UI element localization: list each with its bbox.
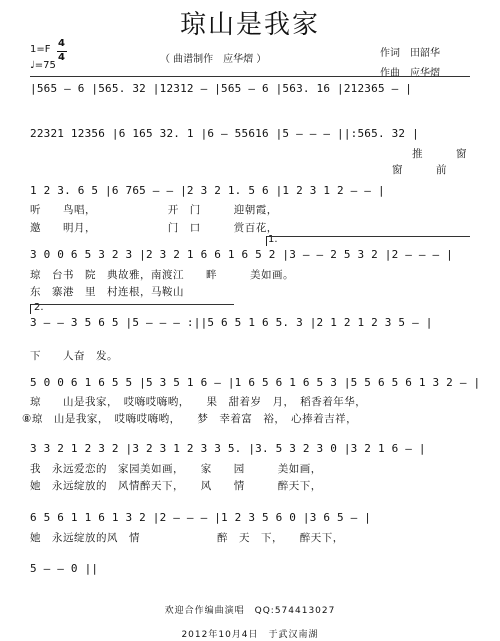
notation-row-9: 5 – – 0 || [30,562,99,575]
lyricist-credit: 作词 田韶华 [380,48,440,59]
volta-2-bracket [30,304,234,305]
lyric-row-3-a: 听 鸟唱， 开 门 迎朝霞， [30,204,278,216]
notation-row-2: 22321 12356 |6 165 32. 1 |6 – 55616 |5 – – – ||:565. 32 | [30,127,419,140]
notation-row-5: 3 – – 3 5 6 5 |5 – – – :||5 6 5 1 6 5. 3 |2 1 2 1 2 3 5 – | [30,316,433,329]
lyric-row-3-b: 邀 明月， 门 口 赏百花， [30,222,278,234]
lyric-row-7-b: 她 永远绽放的 风情醉天下， 风 情 醉天下， [30,480,322,492]
lyric-row-6-a: 琼 山是我家， 哎嗨哎嗨哟， 果 甜着岁 月， 稻香着年华， [30,396,367,408]
lyric-row-7-a: 我 永远爱恋的 家园美如画， 家 园 美如画， [30,463,322,475]
score-credit: （ 曲谱制作 应华熠 ） [160,54,267,65]
lyric-row-8: 她 永远绽放的风 情 醉 天 下， 醉天下， [30,532,344,544]
volta-2-bracket-left [30,304,31,314]
volta-1-label: 1. [268,234,278,245]
notation-row-1: |565 – 6 |565. 32 |12312 – |565 – 6 |563. 16 |212365 – | [30,82,413,95]
lyric-row-4-b: 东 寨港 里 村连根，马鞍山 [30,286,184,298]
volta-1-bracket-left [266,236,267,246]
time-signature-bottom: 4 [58,52,65,63]
footer-date: 2012年10月4日 于武汉南湖 [181,630,319,640]
lyric-row-2-a: 推 窗 [412,148,467,160]
lyric-row-6-b: ⑧琼 山是我家， 哎嗨哎嗨哟， 梦 幸着富 裕， 心捧着吉祥， [22,413,358,425]
lyric-row-4-a: 琼 台书 院 典故雅，南渡江 畔 美如画。 [30,269,294,281]
key-signature: 1=F [30,44,51,55]
notation-row-6: 5 0 0 6 1 6 5 5 |5 3 5 1 6 – |1 6 5 6 1 6 5 3 |5 5 6 5 6 1 3 2 – | [30,376,481,389]
notation-row-7: 3 3 2 1 2 3 2 |3 2 3 1 2 3 3 5. |3. 5 3 2 3 0 |3 2 1 6 – | [30,442,426,455]
composer-credit: 作曲 应华熠 [380,68,440,79]
notation-row-8: 6 5 6 1 1 6 1 3 2 |2 – – – |1 2 3 5 6 0 |3 6 5 – | [30,511,372,524]
lyric-row-2-b: 窗 前 [392,164,447,176]
footer-contact: 欢迎合作编曲演唱 QQ:574413027 [164,606,336,616]
notation-row-3: 1 2 3. 6 5 |6 765 – – |2 3 2 1. 5 6 |1 2 3 1 2 – – | [30,184,385,197]
lyric-row-5: 下 人奋 发。 [30,350,118,362]
song-title: 琼山是我家 [179,10,320,40]
tempo-mark: ♩=75 [30,60,56,71]
time-signature-top: 4 [58,38,65,49]
volta-2-label: 2. [34,302,44,313]
staff-underline [30,76,470,77]
notation-row-4: 3 0 0 6 5 3 2 3 |2 3 2 1 6 6 1 6 5 2 |3 – – 2 5 3 2 |2 – – – | [30,248,453,261]
volta-1-bracket [266,236,470,237]
